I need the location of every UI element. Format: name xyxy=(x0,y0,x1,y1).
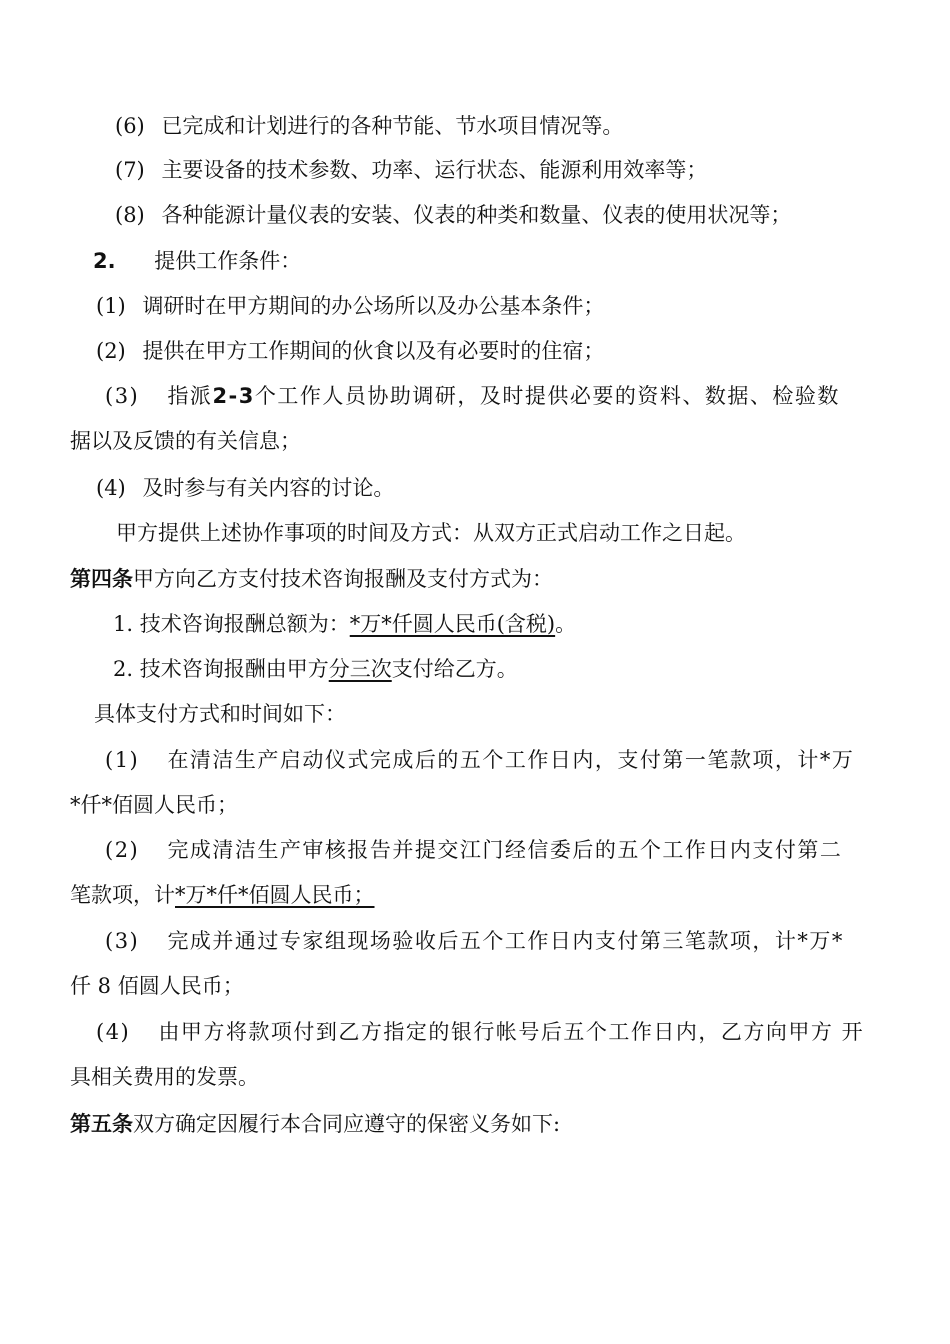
item-text: 技术咨询报酬总额为： xyxy=(139,612,350,636)
installment-count: 分三次 xyxy=(328,657,392,681)
item-text: 在清洁生产启动仪式完成后的五个工作日内，支付第一笔款项，计*万 xyxy=(167,748,855,772)
item-text: 技术咨询报酬由甲方 xyxy=(139,657,329,681)
item-text: 及时参与有关内容的讨论。 xyxy=(142,476,395,500)
item-number: (3) xyxy=(105,929,140,953)
item-text-number: 2-3 xyxy=(212,384,255,408)
article-heading xyxy=(0,1109,950,1139)
list-item-continuation xyxy=(0,880,950,910)
list-item xyxy=(0,155,950,185)
item-number: (7) xyxy=(115,158,145,182)
list-item xyxy=(0,926,950,956)
article-text: 甲方向乙方支付技术咨询报酬及支付方式为： xyxy=(133,567,553,591)
list-item xyxy=(0,200,950,230)
item-text: 。 xyxy=(555,612,577,636)
list-item xyxy=(0,745,950,775)
list-item xyxy=(0,835,950,865)
item-text: 指派 xyxy=(167,384,213,408)
item-number: (2) xyxy=(96,339,126,363)
item-number: (1) xyxy=(105,748,140,772)
item-number: (4) xyxy=(96,476,126,500)
item-number: (1) xyxy=(96,294,126,318)
item-text: 已完成和计划进行的各种节能、节水项目情况等。 xyxy=(161,114,624,138)
item-number: (3) xyxy=(105,384,140,408)
item-text: 各种能源计量仪表的安装、仪表的种类和数量、仪表的使用状况等； xyxy=(161,203,792,227)
section-heading xyxy=(0,246,950,276)
item-number: (6) xyxy=(115,114,145,138)
item-text: 支付给乙方。 xyxy=(391,657,518,681)
paragraph: 具体支付方式和时间如下： xyxy=(94,702,346,726)
list-item xyxy=(0,336,950,366)
list-item xyxy=(0,381,950,411)
article-label: 第四条 xyxy=(70,567,133,591)
article-label: 第五条 xyxy=(70,1112,133,1136)
list-item xyxy=(0,473,950,503)
item-number: (8) xyxy=(115,203,145,227)
item-text: 完成清洁生产审核报告并提交江门经信委后的五个工作日内支付第二 xyxy=(167,838,843,862)
article-text: 双方确定因履行本合同应遵守的保密义务如下: xyxy=(133,1112,561,1136)
list-item xyxy=(0,111,950,141)
section-text: 提供工作条件： xyxy=(154,249,302,273)
list-item xyxy=(0,609,950,639)
list-item-continuation: 据以及反馈的有关信息； xyxy=(70,429,301,453)
item-text: 笔款项，计 xyxy=(70,883,175,907)
item-text: 个工作人员协助调研，及时提供必要的资料、数据、检验数 xyxy=(254,384,840,408)
item-number: (4) xyxy=(96,1020,131,1044)
list-item-continuation: 仟 8 佰圆人民币； xyxy=(70,974,244,998)
item-text: 由甲方将款项付到乙方指定的银行帐号后五个工作日内，乙方向甲方 开 xyxy=(158,1020,865,1044)
item-text: 主要设备的技术参数、功率、运行状态、能源利用效率等； xyxy=(161,158,708,182)
list-item xyxy=(0,1017,950,1047)
item-text: 完成并通过专家组现场验收后五个工作日内支付第三笔款项，计*万* xyxy=(167,929,844,953)
item-number: 1. xyxy=(113,612,134,636)
item-text: 提供在甲方工作期间的伙食以及有必要时的住宿； xyxy=(142,339,605,363)
item-text: 调研时在甲方期间的办公场所以及办公基本条件； xyxy=(142,294,605,318)
list-item-continuation: 具相关费用的发票。 xyxy=(70,1065,259,1089)
payment-amount: *万*仟*佰圆人民币； xyxy=(175,883,375,907)
item-number: (2) xyxy=(105,838,140,862)
list-item-continuation: *仟*佰圆人民币； xyxy=(70,793,238,817)
list-item xyxy=(0,654,950,684)
list-item xyxy=(0,291,950,321)
paragraph: 甲方提供上述协作事项的时间及方式：从双方正式启动工作之日起。 xyxy=(116,521,746,545)
item-number: 2. xyxy=(113,657,134,681)
article-heading xyxy=(0,564,950,594)
fee-amount: *万*仟圆人民币(含税) xyxy=(349,612,556,636)
section-number: 2. xyxy=(93,249,116,273)
